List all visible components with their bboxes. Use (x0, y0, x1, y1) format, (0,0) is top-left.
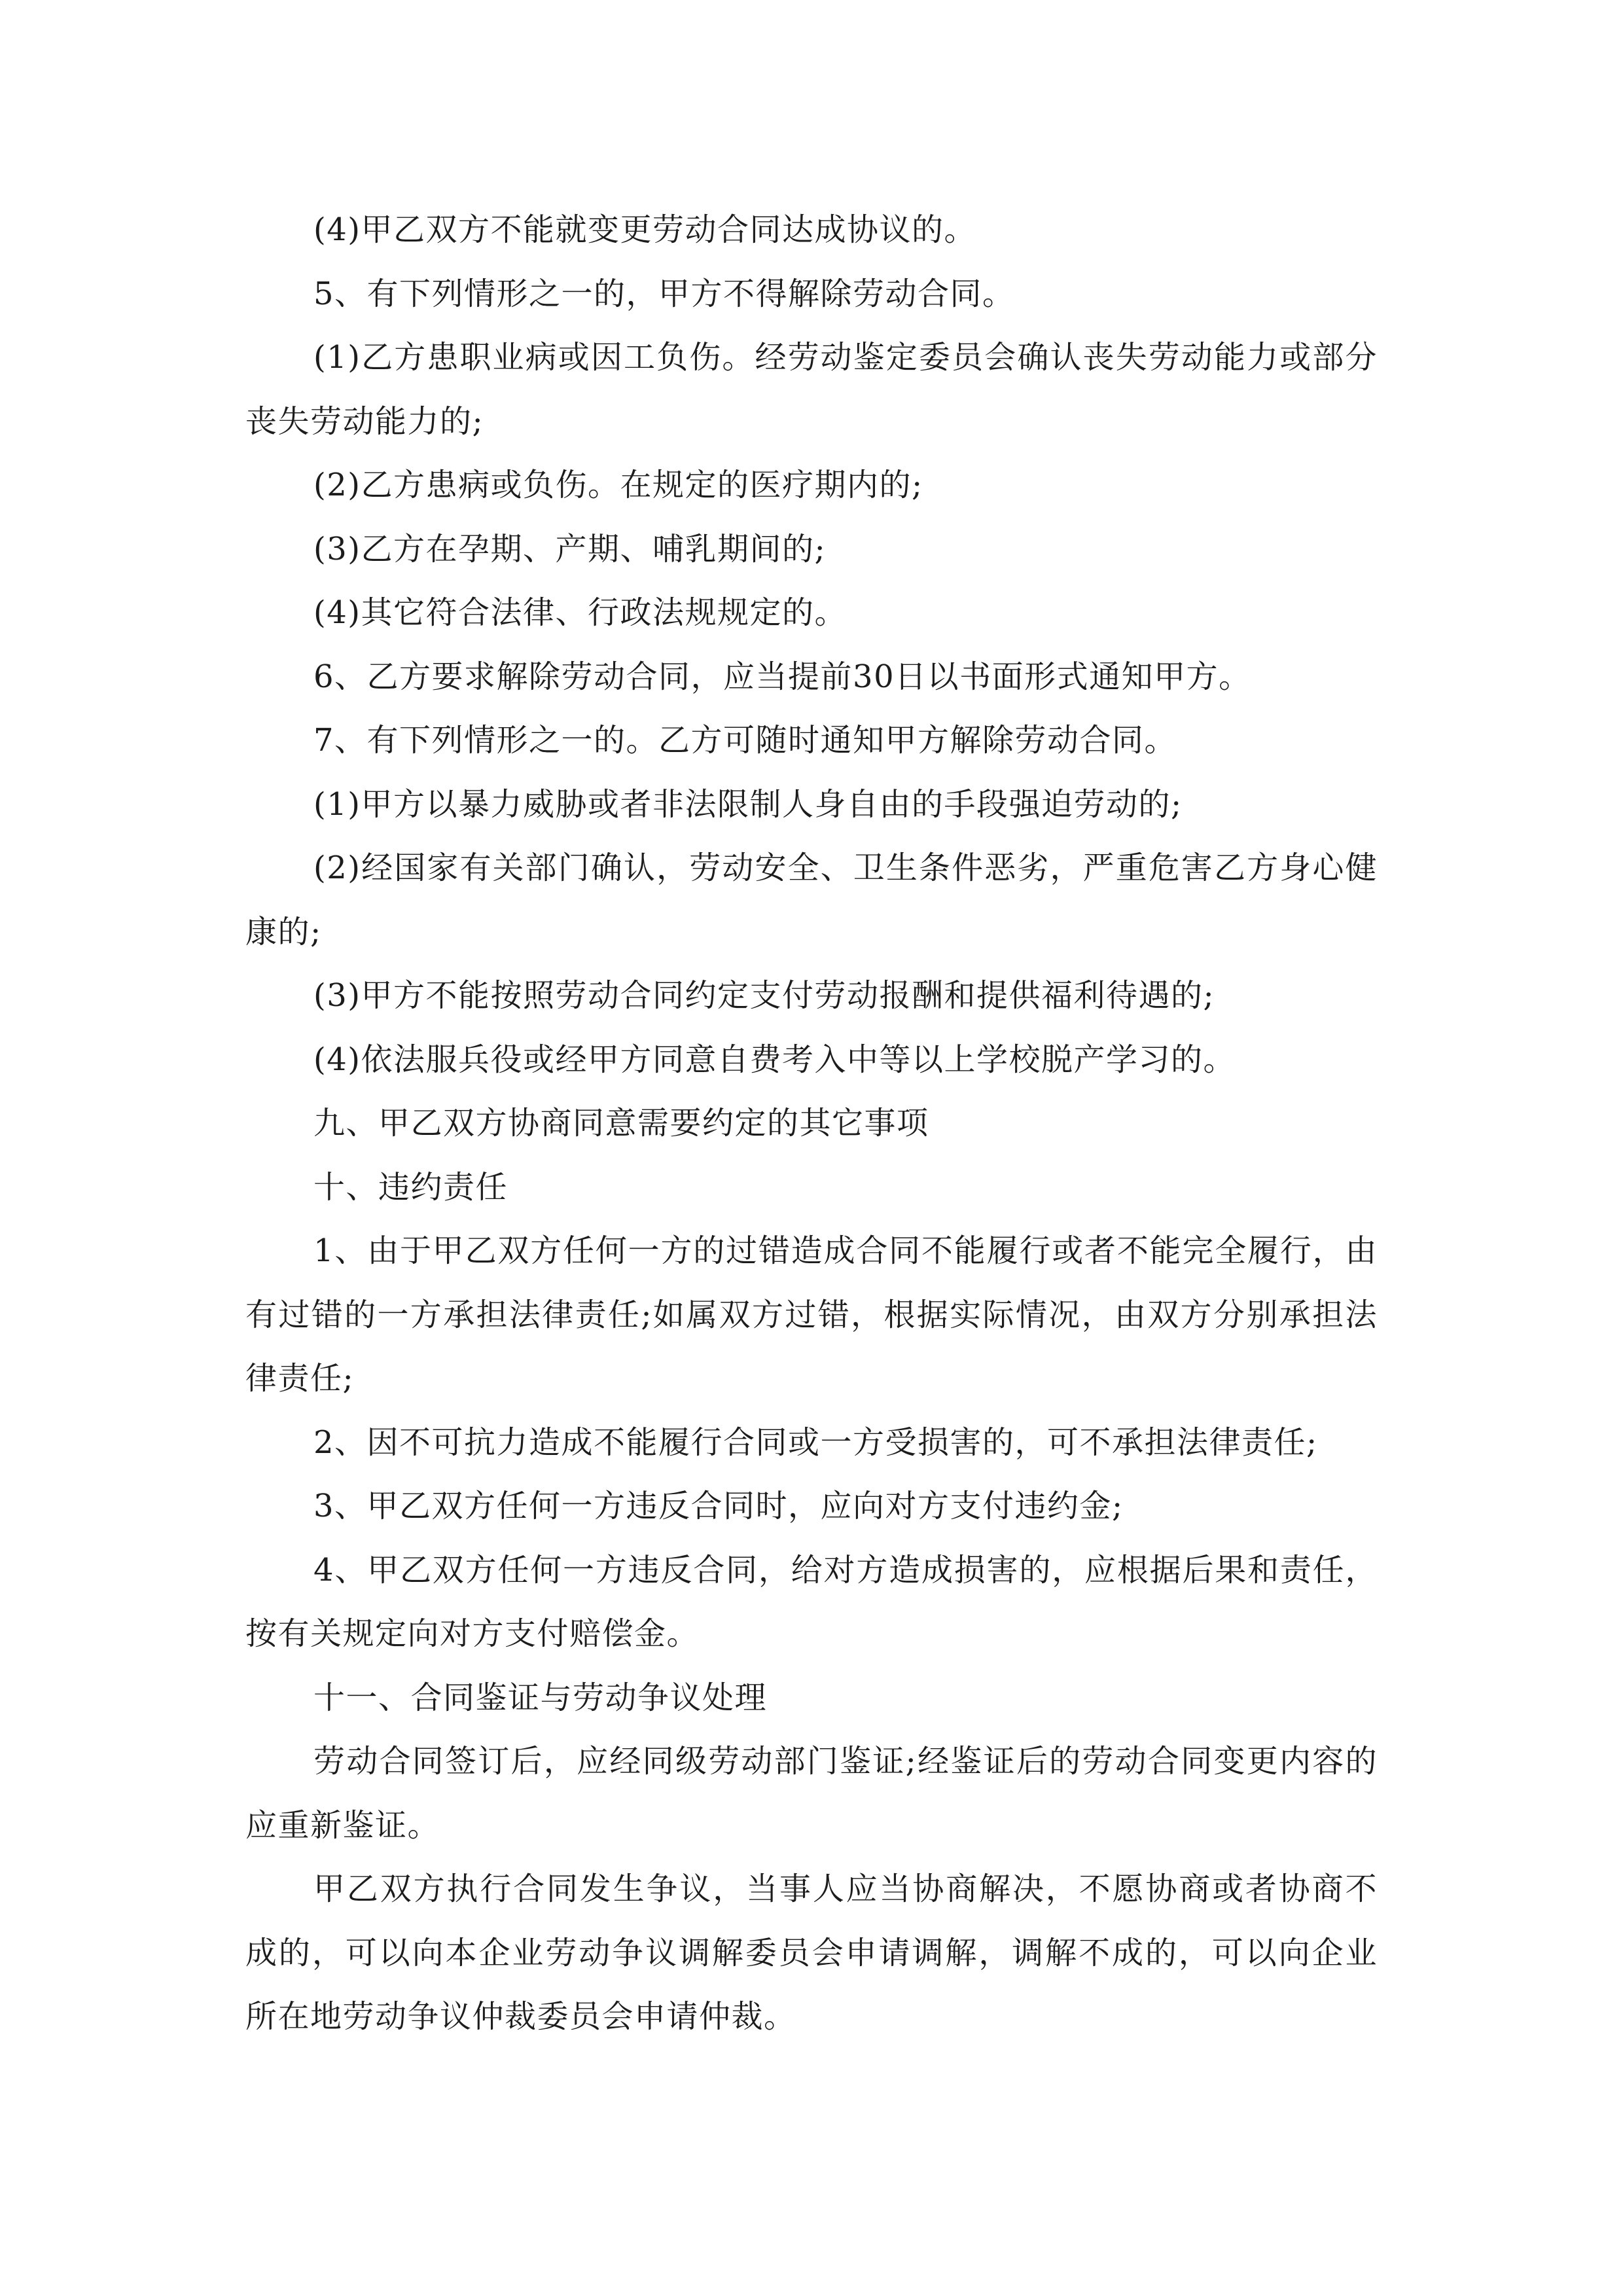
paragraph: 4、甲乙双方任何一方违反合同，给对方造成损害的，应根据后果和责任，按有关规定向对方支付赔偿金。 (245, 1551, 1378, 1652)
paragraph: (4)甲乙双方不能就变更劳动合同达成协议的。 (313, 211, 976, 248)
paragraph: (2)乙方患病或负伤。在规定的医疗期内的; (313, 467, 923, 503)
paragraph: (2)经国家有关部门确认，劳动安全、卫生条件恶劣，严重危害乙方身心健康的; (245, 850, 1378, 950)
paragraph: (4)依法服兵役或经甲方同意自费考入中等以上学校脱产学习的。 (313, 1041, 1236, 1078)
section-heading: 十、违约责任 (313, 1168, 508, 1206)
paragraph: 6、乙方要求解除劳动合同，应当提前30日以书面形式通知甲方。 (313, 658, 1251, 695)
paragraph: 2、因不可抗力造成不能履行合同或一方受损害的，可不承担法律责任; (313, 1424, 1318, 1461)
paragraph: 3、甲乙双方任何一方违反合同时，应向对方支付违约金; (313, 1488, 1124, 1524)
paragraph: (3)乙方在孕期、产期、哺乳期间的; (313, 530, 827, 567)
section-heading: 十一、合同鉴证与劳动争议处理 (313, 1679, 768, 1716)
paragraph: (1)甲方以暴力威胁或者非法限制人身自由的手段强迫劳动的; (313, 785, 1183, 823)
paragraph: 5、有下列情形之一的，甲方不得解除劳动合同。 (313, 275, 1015, 312)
paragraph: (1)乙方患职业病或因工负伤。经劳动鉴定委员会确认丧失劳动能力或部分丧失劳动能力的; (245, 339, 1378, 440)
paragraph: 劳动合同签订后，应经同级劳动部门鉴证;经鉴证后的劳动合同变更内容的应重新鉴证。 (245, 1743, 1378, 1844)
paragraph: (4)其它符合法律、行政法规规定的。 (313, 594, 847, 631)
paragraph: (3)甲方不能按照劳动合同约定支付劳动报酬和提供福利待遇的; (313, 977, 1215, 1014)
paragraph: 1、由于甲乙双方任何一方的过错造成合同不能履行或者不能完全履行，由有过错的一方承担法律责任;如属双方过错，根据实际情况，由双方分别承担法律责任; (245, 1232, 1378, 1397)
paragraph: 甲乙双方执行合同发生争议，当事人应当协商解决，不愿协商或者协商不成的，可以向本企业劳动争议调解委员会申请调解，调解不成的，可以向企业所在地劳动争议仲裁委员会申请仲裁。 (245, 1871, 1378, 2035)
document-body (245, 198, 1378, 2049)
paragraph: 7、有下列情形之一的。乙方可随时通知甲方解除劳动合同。 (313, 722, 1177, 759)
section-heading: 九、甲乙双方协商同意需要约定的其它事项 (313, 1105, 929, 1141)
